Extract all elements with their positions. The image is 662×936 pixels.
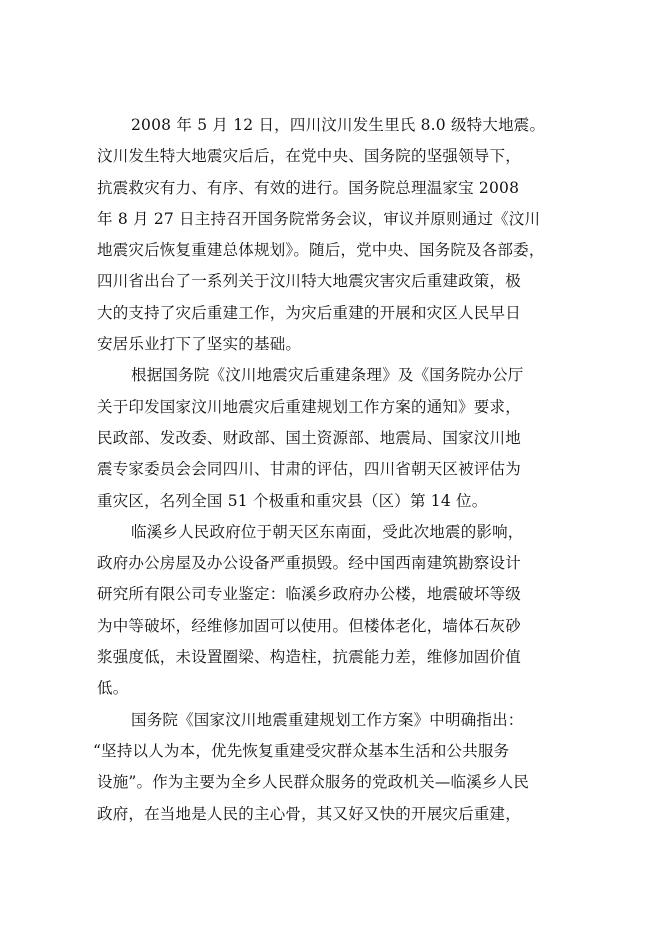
text-line: 临溪乡人民政府位于朝天区东南面，受此次地震的影响，	[131, 522, 524, 541]
text-line: 研究所有限公司专业鉴定：临溪乡政府办公楼，地震破坏等级	[97, 585, 521, 604]
text-line: 安居乐业打下了坚实的基础。	[97, 335, 302, 354]
text-line: 关于印发国家汶川地震灾后重建规划工作方案的通知》要求，	[97, 397, 521, 416]
text-line: 地震灾后恢复重建总体规划》。随后，党中央、国务院及各部委，	[97, 241, 545, 260]
text-line: 汶川发生特大地震灾后后，在党中央、国务院的坚强领导下，	[97, 147, 521, 166]
text-line: 低。	[97, 679, 129, 698]
paragraph-4	[93, 705, 569, 830]
text-line: 四川省出台了一系列关于汶川特大地震灾害灾后重建政策，极	[97, 272, 521, 291]
text-line: 抗震救灾有力、有序、有效的进行。国务院总理温家宝 2008	[97, 178, 520, 197]
text-line: 浆强度低，未设置圈梁、构造柱，抗震能力差，维修加固价值	[97, 648, 521, 667]
text-line: 设施”。作为主要为全乡人民群众服务的党政机关—临溪乡人民	[97, 773, 530, 792]
text-line: 震专家委员会会同四川、甘肃的评估，四川省朝天区被评估为	[97, 460, 521, 479]
text-line: “坚持以人为本，优先恢复重建受灾群众基本生活和公共服务	[93, 741, 510, 760]
paragraph-1	[97, 110, 569, 360]
document-body	[93, 110, 569, 830]
text-line: 政府办公房屋及办公设备严重损毁。经中国西南建筑勘察设计	[97, 554, 521, 573]
text-line: 为中等破坏，经维修加固可以使用。但楼体老化，墙体石灰砂	[97, 616, 521, 635]
paragraph-2	[97, 360, 569, 516]
text-line: 根据国务院《汶川地震灾后重建条理》及《国务院办公厅	[131, 366, 524, 385]
paragraph-3	[97, 517, 569, 705]
text-line: 重灾区，名列全国 51 个极重和重灾县（区）第 14 位。	[97, 491, 488, 510]
text-line: 国务院《国家汶川地震重建规划工作方案》中明确指出：	[131, 710, 524, 729]
text-line: 政府，在当地是人民的主心骨，其又好又快的开展灾后重建，	[97, 804, 521, 823]
text-line: 2008 年 5 月 12 日，四川汶川发生里氏 8.0 级特大地震。	[131, 116, 546, 134]
text-line: 大的支持了灾后重建工作，为灾后重建的开展和灾区人民早日	[97, 303, 521, 322]
text-line: 年 8 月 27 日主持召开国务院常务会议，审议并原则通过《汶川	[97, 209, 541, 228]
text-line: 民政部、发改委、财政部、国土资源部、地震局、国家汶川地	[97, 428, 521, 447]
